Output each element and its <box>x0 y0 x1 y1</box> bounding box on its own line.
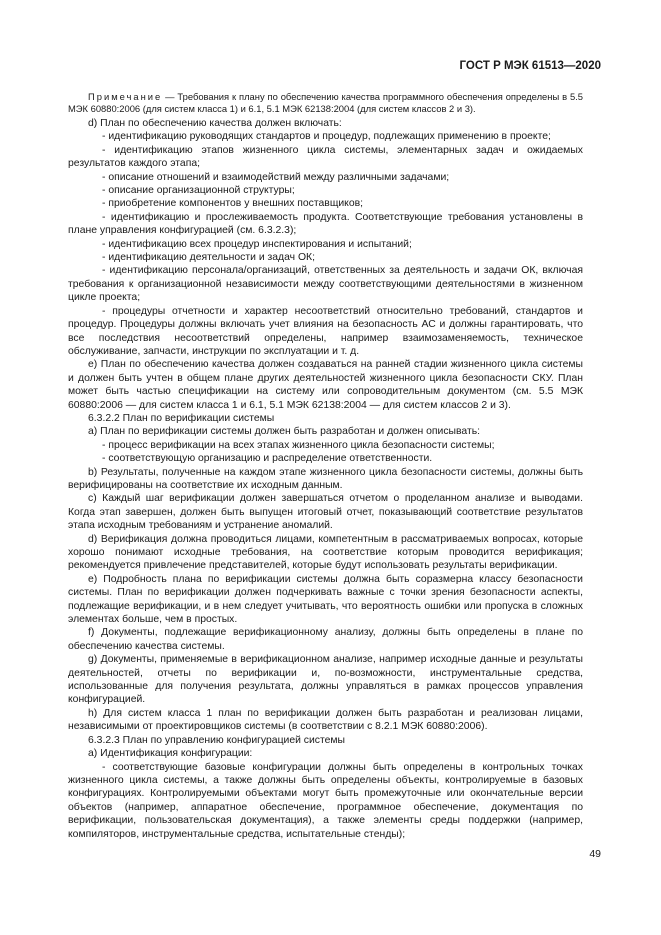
paragraph: 6.3.2.3 План по управлению конфигурацией системы <box>88 734 346 746</box>
paragraph: a) План по верификации системы должен быть разработан и должен описывать: <box>88 426 481 438</box>
paragraph: d) Верификация должна проводиться лицами, компетентным в рассматриваемых вопросах, которые хорошо понимают исходные требования, на соответствие которым проводится верификация; рекомендуется привлечение представителей, которые будут использовать результаты верификации. <box>68 533 583 572</box>
list-item: - соответствующую организацию и распределение ответственности. <box>102 453 433 465</box>
paragraph: 6.3.2.2 План по верификации системы <box>88 412 275 424</box>
list-item: - описание организационной структуры; <box>102 185 295 197</box>
note-text: — Требования к плану по обеспечению качества программного обеспечения определены в 5.5 МЭК 60880:2006 (для систем класса 1) и 6.1, 5.1 МЭК 62138:2004 (для систем классов 2 и 3). <box>68 91 583 114</box>
list-item: - идентификацию деятельности и задач ОК; <box>102 252 315 264</box>
list-item: - приобретение компонентов у внешних поставщиков; <box>102 198 364 210</box>
paragraph: g) Документы, применяемые в верификационном анализе, например исходные данные и результаты деятельностей, отчеты по верификации и, по-возможности, инструментальные средства, использованные для получения результата, должны управляться в рамках процессов управления конфигурацией. <box>68 654 583 706</box>
paragraph: h) Для систем класса 1 план по верификации должен быть разработан и реализован лицами, независимыми от проектировщиков системы (в соответствии с 8.2.1 МЭК 60880:2006). <box>68 707 583 733</box>
list-item: - идентификацию персонала/организаций, ответственных за деятельность и задачи ОК, включая требования к организационной независимости между соответствующими деятельностями в жизненном цикле проекта; <box>68 265 583 304</box>
list-item: - процедуры отчетности и характер несоответствий относительно требований, стандартов и процедур. Процедуры должны включать учет влияния на безопасность АС и должны гарантировать, что все последствия несоответствий определены, например взаимозаменяемость, техническое обслуживание, запчасти, инструкции по эксплуатации и т. д. <box>68 305 583 357</box>
list-item: - идентификацию и прослеживаемость продукта. Соответствующие требования установлены в плане управления конфигурацией (см. 6.3.2.3); <box>68 211 583 237</box>
paragraph: a) Идентификация конфигурации: <box>88 748 253 760</box>
list-item: - идентификацию руководящих стандартов и процедур, подлежащих применению в проекте; <box>102 131 551 143</box>
document-code-header: ГОСТ Р МЭК 61513—2020 <box>459 60 601 72</box>
document-body <box>68 91 583 841</box>
paragraph: c) Каждый шаг верификации должен завершаться отчетом о проделанном анализе и выводами. Когда этап завершен, должен быть выпущен итоговый отчет, показывающий соответствие результатов этапа исходным требованиям и устранение аномалий. <box>68 493 583 532</box>
list-item: - соответствующие базовые конфигурации должны быть определены в контрольных точках жизненного цикла системы, а также должны быть определены объекты, контролируемые в базовых конфигурациях. Контролируемыми объектами могут быть промежуточные или окончательные версии объектов (например, аппаратное обеспечение, программное обеспечение, документация по верификации, пользовательская документация), а также элементы среды поддержки (например, компиляторов, инструментальные средства, испытательные стенды); <box>68 761 583 840</box>
note-paragraph <box>68 91 583 115</box>
paragraph: e) План по обеспечению качества должен создаваться на ранней стадии жизненного цикла системы и должен быть учтен в общем плане других деятельностей жизненного цикла безопасности СКУ. План может быть частью спецификации на систему или сопроводительным документом (см. 5.5 МЭК 60880:2006 — для систем класса 1 и 6.1, 5.1 МЭК 62138:2004 — для систем классов 2 и 3). <box>68 359 583 411</box>
paragraph: e) Подробность плана по верификации системы должна быть соразмерна классу безопасности системы. План по верификации должен подчеркивать важные с точки зрения безопасности аспекты, подлежащие верификации, и в нем следует учитывать, что вероятность ошибки или пропуска в сложных элементах больше, чем в простых. <box>68 573 583 626</box>
note-label: Примечание <box>88 91 163 102</box>
paragraph: f) Документы, подлежащие верификационному анализу, должны быть определены в плане по обеспечению качества системы. <box>68 627 583 652</box>
list-item: - идентификацию всех процедур инспектирования и испытаний; <box>102 238 412 250</box>
page-number: 49 <box>589 848 601 860</box>
paragraph: d) План по обеспечению качества должен включать: <box>88 118 342 129</box>
list-item: - идентификацию этапов жизненного цикла системы, элементарных задач и ожидаемых результатов каждого этапа; <box>68 144 583 170</box>
paragraph: b) Результаты, полученные на каждом этапе жизненного цикла безопасности системы, должны быть верифицированы на соответствие их исходным данным. <box>68 466 583 491</box>
list-item: - описание отношений и взаимодействий между различными задачами; <box>102 171 450 183</box>
list-item: - процесс верификации на всех этапах жизненного цикла безопасности системы; <box>102 439 495 451</box>
